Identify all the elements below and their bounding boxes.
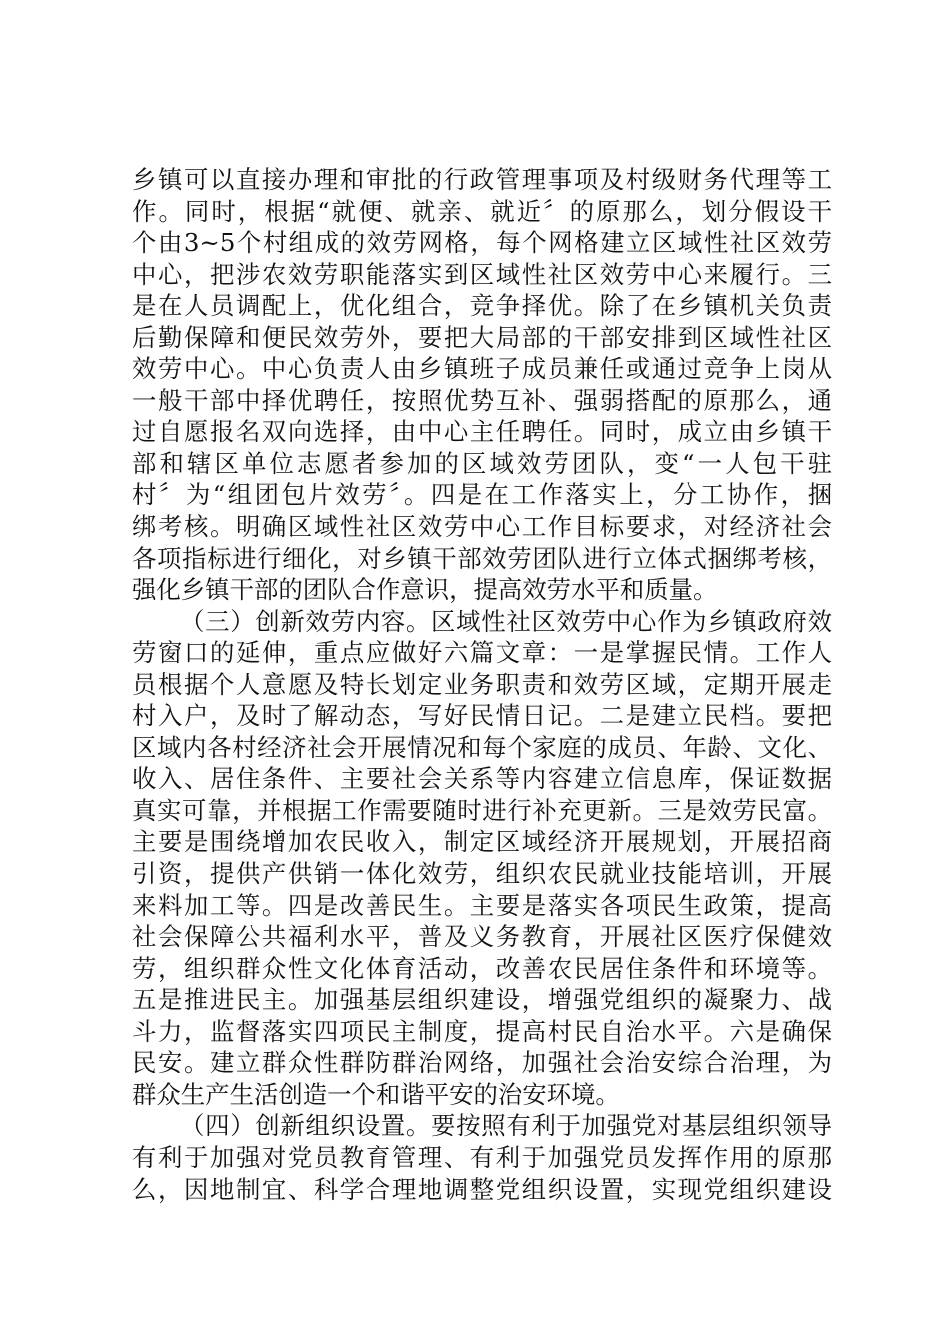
text-line: 效劳中心。中心负责人由乡镇班子成员兼任或通过竞争上岗从 bbox=[132, 354, 832, 384]
text-line: 部和辖区单位志愿者参加的区域效劳团队，变“一人包干驻 bbox=[132, 448, 832, 478]
text-line: 主要是围绕增加农民收入，制定区域经济开展规划，开展招商 bbox=[132, 827, 832, 857]
text-line: 强化乡镇干部的团队合作意识，提高效劳水平和质量。 bbox=[132, 575, 718, 605]
paragraph-start-line: （三）创新效劳内容。区域性社区效劳中心作为乡镇政府效 bbox=[180, 606, 832, 636]
text-line: 作。同时，根据“就便、就亲、就近〞的原那么，划分假设干 bbox=[132, 196, 832, 226]
text-line: 劳，组织群众性文化体育活动，改善农民居住条件和环境等。 bbox=[132, 953, 832, 983]
text-line: 后勤保障和便民效劳外，要把大局部的干部安排到区域性社区 bbox=[132, 322, 832, 352]
text-line: 中心，把涉农效劳职能落实到区域性社区效劳中心来履行。三 bbox=[132, 259, 832, 289]
body-text bbox=[132, 164, 832, 1205]
text-line: 乡镇可以直接办理和审批的行政管理事项及村级财务代理等工 bbox=[132, 165, 832, 194]
text-line: 一般干部中择优聘任，按照优势互补、强弱搭配的原那么，通 bbox=[132, 385, 832, 415]
text-line: 各项指标进行细化，对乡镇干部效劳团队进行立体式捆绑考核， bbox=[132, 543, 832, 573]
text-line: 真实可靠，并根据工作需要随时进行补充更新。三是效劳民富。 bbox=[132, 795, 832, 825]
text-line: 群众生产生活创造一个和谐平安的治安环境。 bbox=[132, 1079, 620, 1109]
text-line: 斗力，监督落实四项民主制度，提高村民自治水平。六是确保 bbox=[132, 1016, 832, 1046]
text-line: 村〞为“组团包片效劳〞。四是在工作落实上，分工协作，捆 bbox=[132, 480, 832, 510]
text-line: 过自愿报名双向选择，由中心主任聘任。同时，成立由乡镇干 bbox=[132, 417, 832, 447]
text-line: 有利于加强对党员教育管理、有利于加强党员发挥作用的原那 bbox=[132, 1142, 832, 1172]
text-line: 员根据个人意愿及特长划定业务职责和效劳区域，定期开展走 bbox=[132, 669, 832, 699]
text-line: 是在人员调配上，优化组合，竞争择优。除了在乡镇机关负责 bbox=[132, 291, 832, 321]
text-line: 个由3~5个村组成的效劳网格，每个网格建立区域性社区效劳 bbox=[132, 228, 832, 258]
text-line: 收入、居住条件、主要社会关系等内容建立信息库，保证数据 bbox=[132, 764, 832, 794]
text-line: 社会保障公共福利水平，普及义务教育，开展社区医疗保健效 bbox=[132, 922, 832, 952]
text-line: 么，因地制宜、科学合理地调整党组织设置，实现党组织建设 bbox=[132, 1174, 832, 1204]
text-line: 绑考核。明确区域性社区效劳中心工作目标要求，对经济社会 bbox=[132, 512, 832, 542]
paragraph-start-line: （四）创新组织设置。要按照有利于加强党对基层组织领导 bbox=[180, 1111, 832, 1141]
text-line: 区域内各村经济社会开展情况和每个家庭的成员、年龄、文化、 bbox=[132, 732, 832, 762]
text-line: 民安。建立群众性群防群治网络，加强社会治安综合治理，为 bbox=[132, 1048, 832, 1078]
text-line: 来料加工等。四是改善民生。主要是落实各项民生政策，提高 bbox=[132, 890, 832, 920]
text-line: 劳窗口的延伸，重点应做好六篇文章：一是掌握民情。工作人 bbox=[132, 638, 832, 668]
text-line: 村入户，及时了解动态，写好民情日记。二是建立民档。要把 bbox=[132, 701, 832, 731]
text-line: 五是推进民主。加强基层组织建设，增强党组织的凝聚力、战 bbox=[132, 985, 832, 1015]
text-line: 引资，提供产供销一体化效劳，组织农民就业技能培训，开展 bbox=[132, 859, 832, 889]
